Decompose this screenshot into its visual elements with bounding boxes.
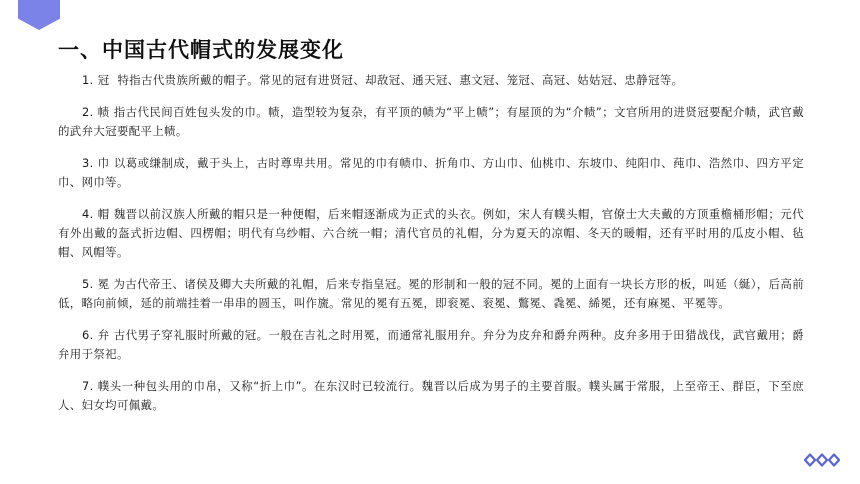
paragraph-mao: 4. 帽 魏晋以前汉族人所戴的帽只是一种便帽，后来帽逐渐成为正式的头衣。例如，宋人有幞头帽，官僚士大夫戴的方顶重檐桶形帽；元代有外出戴的盔式折边帽、四楞帽；明代有乌纱帽、六合统一帽；清代官员的礼帽，分为夏天的凉帽、冬天的暖帽，还有平时用的瓜皮小帽、毡帽、风帽等。: [58, 207, 804, 259]
paragraph-jin: 3. 巾 以葛或缣制成，戴于头上，古时尊卑共用。常见的巾有帻巾、折角巾、方山巾、仙桃巾、东坡巾、纯阳巾、莼巾、浩然巾、四方平定巾、网巾等。: [58, 156, 804, 189]
paragraph-futou: 7. 幞头一种包头用的巾帛，又称“折上巾”。在东汉时已较流行。魏晋以后成为男子的主要首服。幞头属于常服，上至帝王、群臣，下至庶人、妇女均可佩戴。: [58, 379, 804, 412]
paragraph-mian: 5. 冕 为古代帝王、诸侯及卿大夫所戴的礼帽，后来专指皇冠。冕的形制和一般的冠不同。冕的上面有一块长方形的板，叫延（綖），后高前低，略向前倾，延的前端挂着一串串的圆玉，叫作旒。常见的冕有五冕，即衮冕、衮冕、鷩冕、毳冕、絺冕，还有麻冕、平冕等。: [58, 277, 804, 310]
paragraph-guan: 1. 冠 特指古代贵族所戴的帽子。常见的冠有进贤冠、却敌冠、通天冠、惠文冠、笼冠、高冠、姑姑冠、忠静冠等。: [82, 73, 684, 87]
triple-diamond-icon: [804, 453, 840, 467]
paragraph-bian: 6. 弁 古代男子穿礼服时所戴的冠。一般在吉礼之时用冕，而通常礼服用弁。弁分为皮弁和爵弁两种。皮弁多用于田猎战伐，武官戴用；爵弁用于祭祀。: [58, 328, 804, 361]
content-body: [58, 71, 804, 428]
page-title: 一、中国古代帽式的发展变化: [58, 38, 344, 62]
corner-tab-icon: [18, 0, 60, 30]
paragraph-ze: 2. 帻 指古代民间百姓包头发的巾。帻，造型较为复杂，有平顶的帻为“平上帻”；有屋顶的为“介帻”；文官所用的进贤冠要配介帻，武官戴的武弁大冠要配平上帻。: [58, 105, 804, 138]
